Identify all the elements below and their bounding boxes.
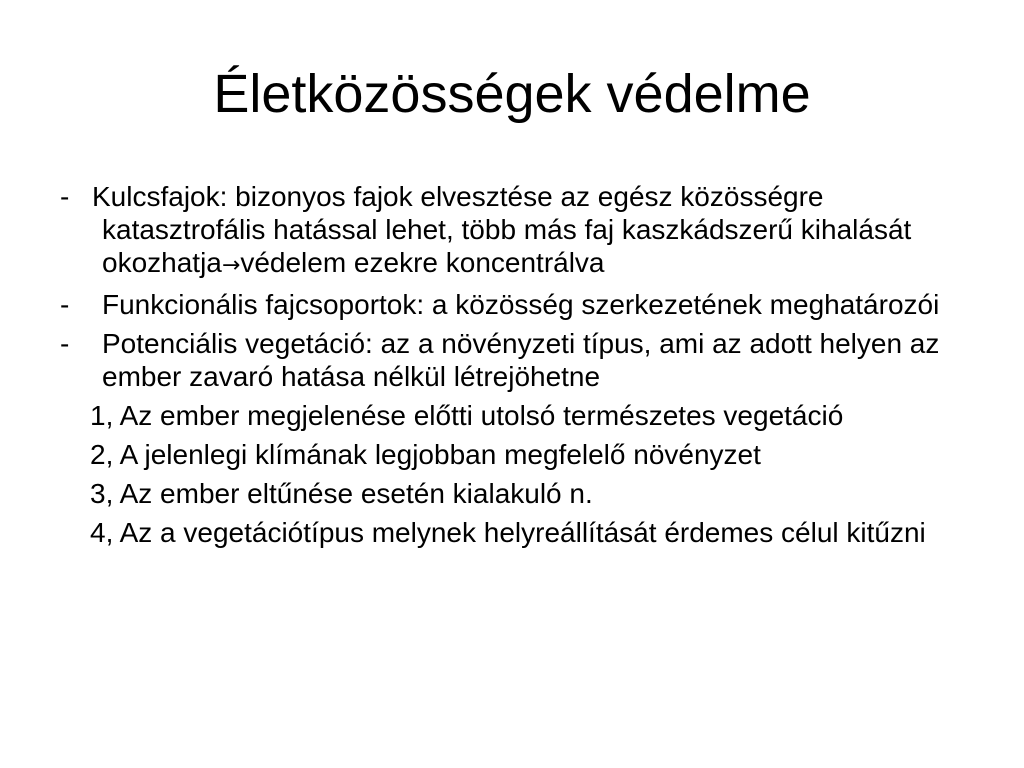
bullet-dash: - — [60, 328, 70, 359]
bullet-text: Funkcionális fajcsoportok: a közösség szerkezetének meghatározói — [102, 289, 940, 320]
sub-item-3: 3, Az ember eltűnése esetén kialakuló n. — [90, 478, 593, 509]
bullet-text: Kulcsfajok: bizonyos fajok elvesztése az egész közösségre katasztrofális hatással lehet, több más faj kaszkádszerű kihalását okozhatja — [92, 181, 912, 278]
bullet-text: Potenciális vegetáció: az a növényzeti típus, ami az adott helyen az ember zavaró hatása nélkül létrejöhetne — [102, 328, 940, 392]
slide-title: Életközösségek védelme — [213, 64, 811, 124]
bullet-text-continued: védelem ezekre koncentrálva — [240, 247, 605, 278]
sub-item-1: 1, Az ember megjelenése előtti utolsó természetes vegetáció — [90, 400, 844, 431]
bullet-item-functional-groups — [60, 288, 960, 321]
sub-item-4: 4, Az a vegetációtípus melynek helyreállítását érdemes célul kitűzni — [90, 517, 926, 548]
right-arrow-icon: → — [221, 253, 241, 278]
bullet-item-potential-vegetation — [60, 327, 960, 393]
bullet-item-keystone-species — [60, 180, 960, 282]
bullet-dash: - — [60, 289, 70, 320]
slide-content — [60, 180, 960, 555]
bullet-dash: - — [60, 181, 70, 212]
sub-item-2: 2, A jelenlegi klímának legjobban megfelelő növényzet — [90, 439, 761, 470]
